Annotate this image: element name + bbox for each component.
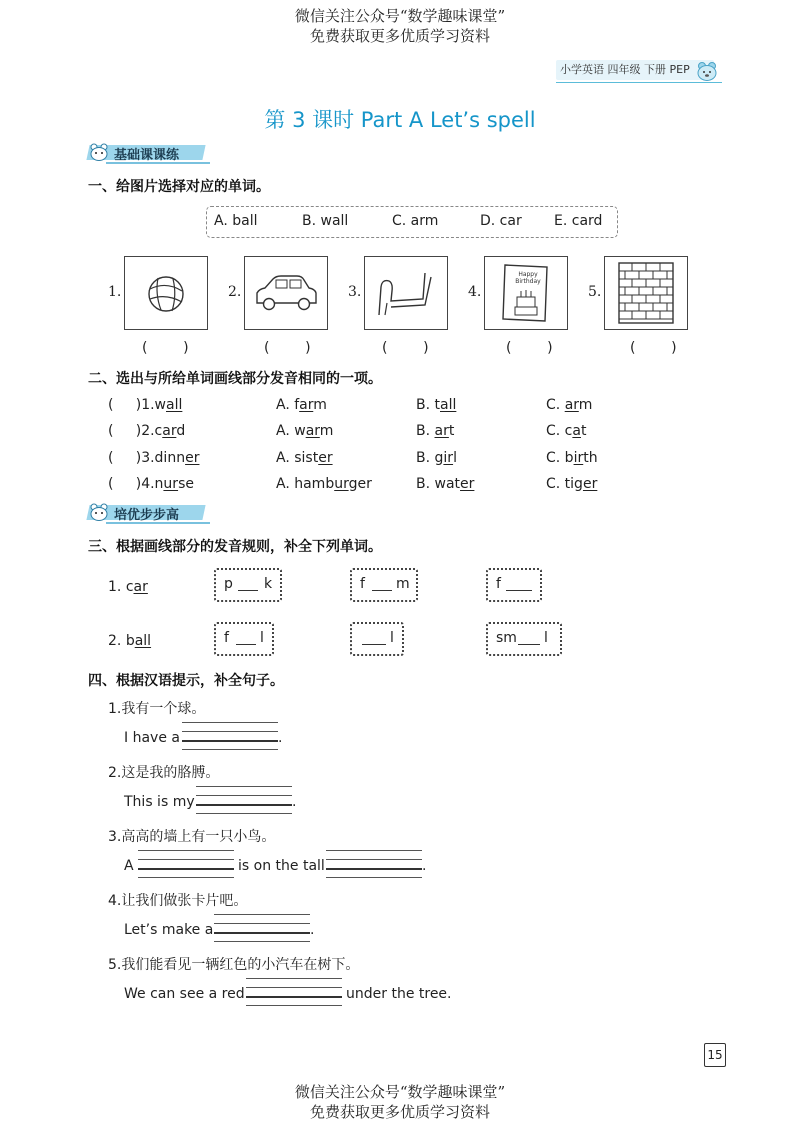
q4-chinese-prompt: 4.让我们做张卡片吧。 — [108, 893, 248, 909]
picture-number: 3. — [348, 284, 362, 300]
arm-picture-icon — [365, 257, 447, 329]
option-d: D. car — [480, 213, 522, 229]
item-number: 3. — [141, 450, 155, 466]
fill-box[interactable]: f m — [350, 568, 418, 602]
watermark-top-line1: 微信关注公众号“数学趣味课堂” — [294, 7, 506, 25]
choice-a[interactable]: A. farm — [276, 397, 327, 413]
question-1-heading: 一、给图片选择对应的单词。 — [88, 179, 270, 195]
choice-b[interactable]: B. art — [416, 423, 455, 439]
picture-box-5 — [604, 256, 688, 330]
answer-paren[interactable]: ( ) — [108, 476, 142, 492]
choice-a[interactable]: A. hamburger — [276, 476, 372, 492]
answer-paren-2[interactable]: ( ) — [264, 340, 311, 356]
q2-row-1 — [108, 394, 182, 413]
word-part: dinn — [154, 450, 186, 466]
word-part: w — [154, 397, 166, 413]
q2-row-4 — [108, 473, 194, 492]
q4-chinese-prompt: 1.我有一个球。 — [108, 701, 206, 717]
page-number: 15 — [704, 1043, 726, 1067]
option-b: B. wall — [302, 213, 349, 229]
q3-row-2-word: 2. ball — [108, 633, 152, 649]
item-number: 2. — [141, 423, 155, 439]
book-header — [560, 61, 690, 79]
car-picture-icon — [245, 257, 327, 329]
word-part: d — [176, 423, 186, 439]
word-underlined: er — [185, 450, 200, 466]
q4-sentence-start: Let’s make a — [124, 922, 214, 938]
writing-lines[interactable] — [196, 786, 292, 816]
bear-icon — [694, 60, 720, 82]
picture-number: 2. — [228, 284, 242, 300]
header-grade: 四年级 — [607, 63, 641, 76]
section-badge-advance — [88, 502, 212, 524]
q4-chinese-prompt: 3.高高的墙上有一只小鸟。 — [108, 829, 276, 845]
choice-b[interactable]: B. girl — [416, 450, 457, 466]
q4-sentence-start: I have a — [124, 730, 180, 746]
picture-box-3 — [364, 256, 448, 330]
q4-sentence-start: We can see a red — [124, 986, 245, 1002]
section-label: 培优步步高 — [114, 508, 180, 523]
word-part: c — [154, 423, 163, 439]
q3-row-1-word: 1. car — [108, 579, 148, 595]
fill-box[interactable]: sm l — [486, 622, 562, 656]
choice-c[interactable]: C. arm — [546, 397, 593, 413]
fill-box[interactable]: f — [486, 568, 542, 602]
watermark-bottom-line2: 免费获取更多优质学习资料 — [309, 1103, 490, 1121]
header-rule — [556, 82, 722, 83]
answer-paren[interactable]: ( ) — [108, 397, 142, 413]
q4-sentence-start: A — [124, 858, 134, 874]
answer-paren-3[interactable]: ( ) — [382, 340, 429, 356]
fill-box[interactable]: f l — [214, 622, 274, 656]
fill-box[interactable]: l — [350, 622, 404, 656]
picture-box-4 — [484, 256, 568, 330]
bear-icon — [88, 502, 110, 522]
choice-a[interactable]: A. sister — [276, 450, 333, 466]
item-number: 1. — [141, 397, 155, 413]
bear-icon — [88, 142, 110, 162]
lesson-title: 第 3 课时 Part A Let’s spell — [264, 108, 536, 132]
word-underlined: ar — [162, 423, 177, 439]
watermark-top-line2: 免费获取更多优质学习资料 — [309, 27, 490, 45]
word-part: se — [178, 476, 194, 492]
header-edition: PEP — [669, 63, 690, 76]
writing-lines[interactable] — [214, 914, 310, 944]
answer-paren-1[interactable]: ( ) — [142, 340, 189, 356]
option-a: A. ball — [214, 213, 258, 229]
question-3-heading: 三、根据画线部分的发音规则，补全下列单词。 — [88, 539, 382, 555]
picture-number: 1. — [108, 284, 122, 300]
q2-row-2 — [108, 420, 185, 439]
q4-sentence-middle: is on the tall — [238, 858, 325, 874]
answer-paren[interactable]: ( ) — [108, 423, 142, 439]
q4-sentence-end: . — [278, 730, 283, 746]
section-badge-basic — [88, 142, 212, 164]
q4-chinese-prompt: 2.这是我的胳膊。 — [108, 765, 220, 781]
answer-paren-4[interactable]: ( ) — [506, 340, 553, 356]
q2-row-3 — [108, 447, 199, 466]
answer-paren[interactable]: ( ) — [108, 450, 142, 466]
header-term: 下册 — [644, 63, 666, 76]
fill-box[interactable]: p k — [214, 568, 282, 602]
choice-c[interactable]: C. tiger — [546, 476, 598, 492]
ball-picture-icon — [125, 257, 207, 329]
card-greeting: Happy Birthday — [515, 271, 541, 285]
choice-a[interactable]: A. warm — [276, 423, 334, 439]
wall-picture-icon — [605, 257, 687, 329]
question-4-heading: 四、根据汉语提示，补全句子。 — [88, 673, 284, 689]
card-picture-icon — [485, 257, 567, 329]
choice-c[interactable]: C. cat — [546, 423, 587, 439]
word-part: n — [154, 476, 164, 492]
q4-sentence-start: This is my — [124, 794, 195, 810]
writing-lines[interactable] — [138, 850, 234, 880]
q4-sentence-end: under the tree. — [346, 986, 452, 1002]
watermark-bottom-line1: 微信关注公众号“数学趣味课堂” — [294, 1083, 506, 1101]
word-underlined: ur — [163, 476, 179, 492]
item-number: 4. — [141, 476, 155, 492]
option-c: C. arm — [392, 213, 439, 229]
section-label: 基础课课练 — [114, 148, 180, 163]
picture-box-2 — [244, 256, 328, 330]
answer-paren-5[interactable]: ( ) — [630, 340, 677, 356]
q4-sentence-end: . — [422, 858, 427, 874]
word-underlined: all — [166, 397, 183, 413]
writing-lines[interactable] — [182, 722, 278, 752]
writing-lines[interactable] — [326, 850, 422, 880]
question-2-heading: 二、选出与所给单词画线部分发音相同的一项。 — [88, 371, 382, 387]
picture-number: 5. — [588, 284, 602, 300]
q4-sentence-end: . — [292, 794, 297, 810]
picture-number: 4. — [468, 284, 482, 300]
header-subject: 小学英语 — [560, 63, 604, 76]
choice-b[interactable]: B. water — [416, 476, 475, 492]
q4-sentence-end: . — [310, 922, 315, 938]
picture-box-1 — [124, 256, 208, 330]
q4-chinese-prompt: 5.我们能看见一辆红色的小汽车在树下。 — [108, 957, 360, 973]
choice-c[interactable]: C. birth — [546, 450, 598, 466]
choice-b[interactable]: B. tall — [416, 397, 457, 413]
option-e: E. card — [554, 213, 603, 229]
writing-lines[interactable] — [246, 978, 342, 1008]
